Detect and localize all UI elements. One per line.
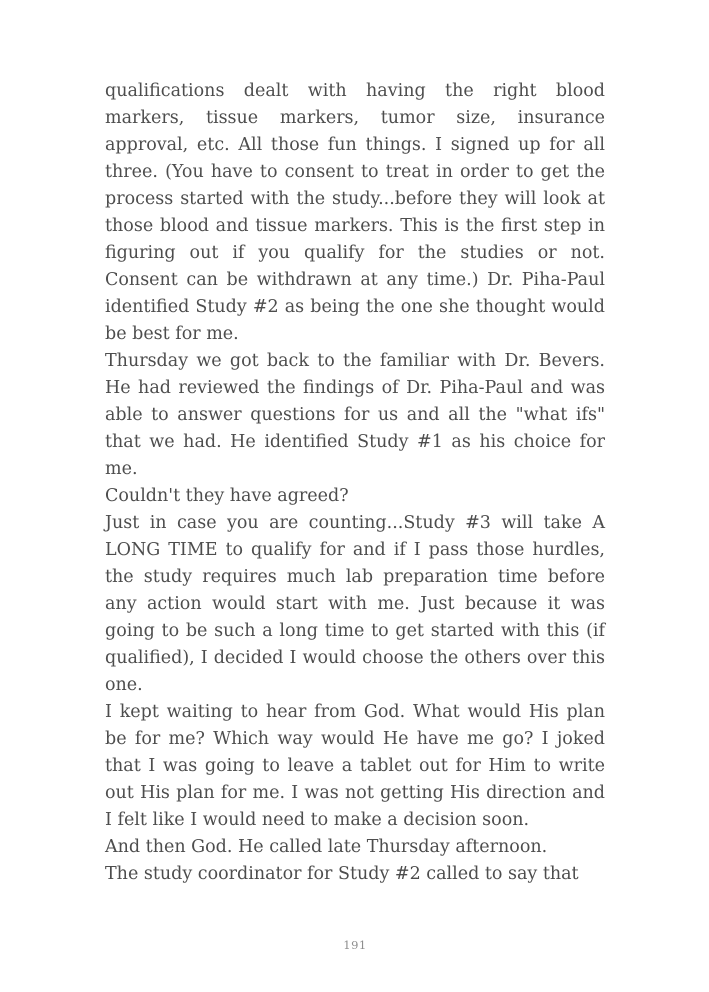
page-text [105, 78, 605, 888]
paragraph: Couldn't they have agreed? [105, 486, 349, 506]
paragraph: Thursday we got back to the familiar with Dr. Bevers. He had reviewed the findings of Dr. Piha-Paul and was able to answer questions for us and all the "what ifs" that we had. He identified Study #1 as his choice for me. [105, 351, 605, 479]
paragraph: The study coordinator for Study #2 called to say that [105, 864, 579, 884]
page-number: 191 [343, 938, 367, 952]
paragraph: And then God. He called late Thursday afternoon. [105, 837, 548, 857]
paragraph: qualifications dealt with having the right blood markers, tissue markers, tumor size, insurance approval, etc. All those fun things. I signed up for all three. (You have to consent to treat in order to get the process started with the study...before they will look at those blood and tissue markers. This is the first step in figuring out if you qualify for the studies or not. Consent can be withdrawn at any time.) Dr. Piha-Paul identified Study #2 as being the one she thought would be best for me. [105, 81, 605, 344]
paragraph: Just in case you are counting...Study #3 will take A LONG TIME to qualify for and if I pass those hurdles, the study requires much lab preparation time before any action would start with me. Just because it was going to be such a long time to get started with this (if qualified), I decided I would choose the others over this one. [105, 513, 605, 695]
paragraph: I kept waiting to hear from God. What would His plan be for me? Which way would He have me go? I joked that I was going to leave a tablet out for Him to write out His plan for me. I was not getting His direction and I felt like I would need to make a decision soon. [105, 702, 605, 830]
